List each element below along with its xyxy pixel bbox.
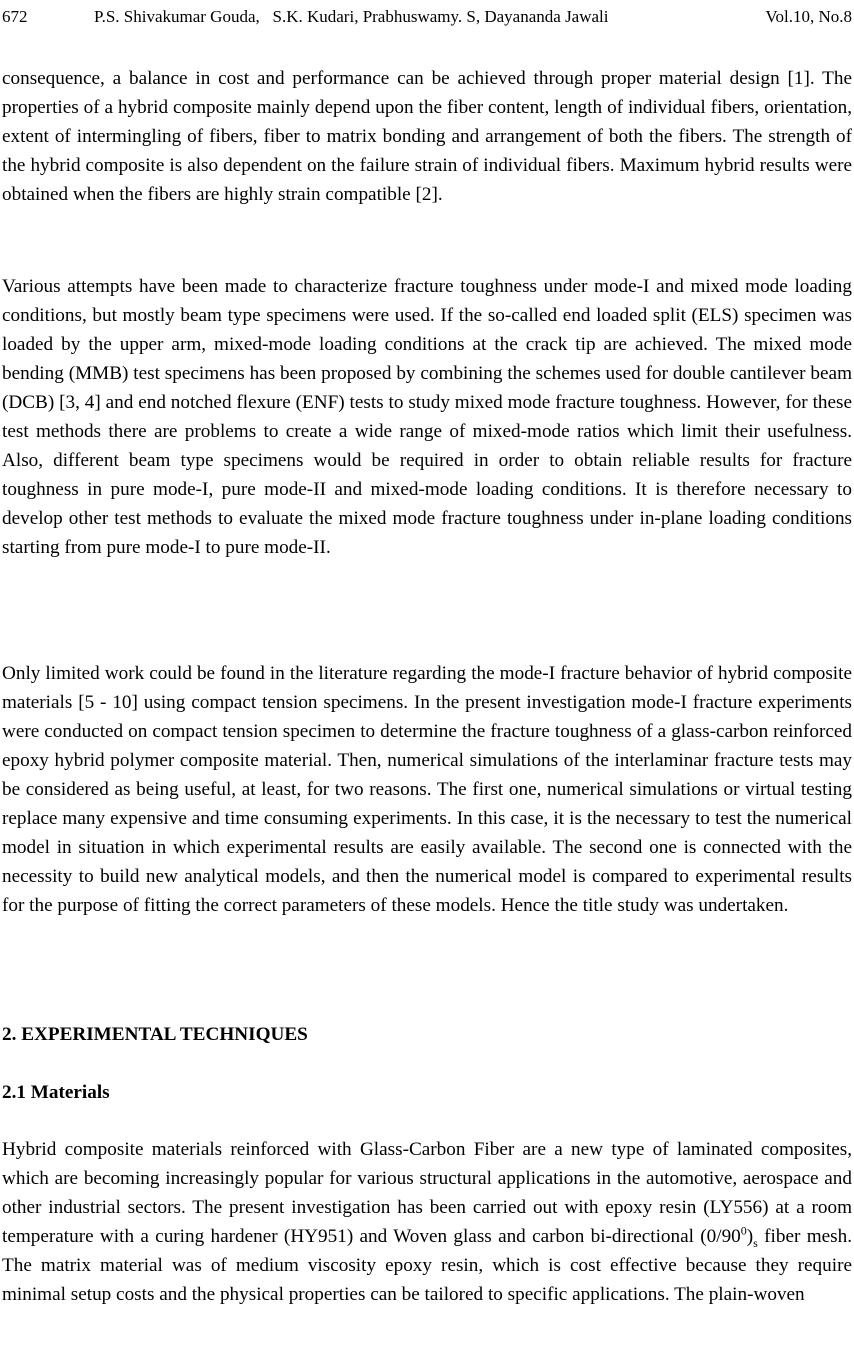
symmetric-subscript: s	[753, 1235, 758, 1250]
materials-text-part2: fiber mesh. The matrix material was of medium viscosity epoxy resin, which is cost effective because they require minimal setup costs and the physical properties can be tailored to specific applications. The plain-woven	[2, 1226, 852, 1305]
running-header	[2, 6, 852, 28]
materials-text-part1: Hybrid composite materials reinforced with Glass-Carbon Fiber are a new type of laminated composites, which are becoming increasingly popular for various structural applications in the automotive, aerospace and other industrial sectors. The present investigation has been carried out with epoxy resin (LY556) at a room temperature with a curing hardener (HY951) and Woven glass and carbon bi-directional (0/90	[2, 1139, 852, 1247]
header-authors: P.S. Shivakumar Gouda, S.K. Kudari, Prabhuswamy. S, Dayananda Jawali	[94, 7, 609, 26]
degree-superscript: 0	[740, 1223, 747, 1238]
header-volume: Vol.10, No.8	[765, 7, 852, 26]
materials-paren-close: )	[746, 1226, 754, 1247]
page-number: 672	[2, 7, 28, 26]
paragraph-continuation: consequence, a balance in cost and performance can be achieved through proper material design [1]. The properties of a hybrid composite mainly depend upon the fiber content, length of individual fibers, orientation, extent of intermingling of fibers, fiber to matrix bonding and arrangement of both the fibers. The strength of the hybrid composite is also dependent on the failure strain of individual fibers. Maximum hybrid results were obtained when the fibers are highly strain compatible [2].	[2, 68, 852, 205]
section-heading: 2. EXPERIMENTAL TECHNIQUES	[2, 1024, 308, 1045]
paragraph-fracture-toughness-methods: Various attempts have been made to characterize fracture toughness under mode-I and mixed mode loading conditions, but mostly beam type specimens were used. If the so-called end loaded split (ELS) specimen was loaded by the upper arm, mixed-mode loading conditions at the crack tip are achieved. The mixed mode bending (MMB) test specimens has been proposed by combining the schemes used for double cantilever beam (DCB) [3, 4] and end notched flexure (ENF) tests to study mixed mode fracture toughness. However, for these test methods there are problems to create a wide range of mixed-mode ratios which limit their usefulness. Also, different beam type specimens would be required in order to obtain reliable results for fracture toughness in pure mode-I, pure mode-II and mixed-mode loading conditions. It is therefore necessary to develop other test methods to evaluate the mixed mode fracture toughness under in-plane loading conditions starting from pure mode-I to pure mode-II.	[2, 276, 852, 558]
paragraph-materials	[2, 1135, 852, 1309]
subsection-heading: 2.1 Materials	[2, 1082, 110, 1103]
paragraph-present-investigation: Only limited work could be found in the literature regarding the mode-I fracture behavior of hybrid composite materials [5 - 10] using compact tension specimens. In the present investigation mode-I fracture experiments were conducted on compact tension specimen to determine the fracture toughness of a glass-carbon reinforced epoxy hybrid polymer composite material. Then, numerical simulations of the interlaminar fracture tests may be considered as being useful, at least, for two reasons. The first one, numerical simulations or virtual testing replace many expensive and time consuming experiments. In this case, it is the necessary to test the numerical model in situation in which experimental results are easily available. The second one is connected with the necessity to build new analytical models, and then the numerical model is compared to experimental results for the purpose of fitting the correct parameters of these models. Hence the title study was undertaken.	[2, 663, 852, 916]
